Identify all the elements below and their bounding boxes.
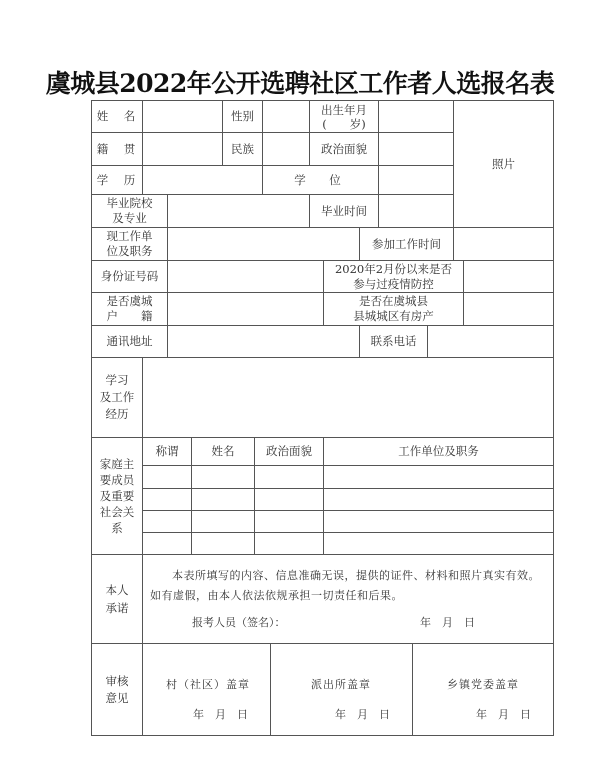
village-stamp-date: 年 月 日 <box>193 708 248 721</box>
pledge-date[interactable]: 年 月 日 <box>420 616 475 629</box>
family-col-relation: 称谓 <box>142 437 192 466</box>
phone-label: 联系电话 <box>359 325 428 358</box>
family-relation-cell[interactable] <box>142 488 192 511</box>
native-place-field[interactable] <box>142 132 223 166</box>
graduation-time-label: 毕业时间 <box>309 194 379 228</box>
education-field[interactable] <box>142 165 263 195</box>
phone-field[interactable] <box>427 325 554 358</box>
graduation-time-field[interactable] <box>378 194 454 228</box>
address-field[interactable] <box>167 325 360 358</box>
current-job-field[interactable] <box>167 227 360 261</box>
photo-label: 照片 <box>492 156 515 171</box>
family-name-cell[interactable] <box>191 532 255 555</box>
id-number-label: 身份证号码 <box>91 260 168 293</box>
pledge-text <box>150 566 550 606</box>
family-relation-cell[interactable] <box>142 510 192 533</box>
ethnicity-field[interactable] <box>262 132 310 166</box>
gender-field[interactable] <box>262 100 310 133</box>
name-label: 姓 名 <box>91 100 143 133</box>
experience-label: 学习 及工作 经历 <box>91 357 143 438</box>
birth-date-field[interactable] <box>378 100 454 133</box>
political-status-label: 政治面貌 <box>309 132 379 166</box>
work-start-field[interactable] <box>453 227 554 261</box>
family-political-cell[interactable] <box>254 488 324 511</box>
pledge-text-line2: 如有虚假，由本人依法依规承担一切责任和后果。 <box>150 589 403 602</box>
id-number-field[interactable] <box>167 260 324 293</box>
photo-area[interactable] <box>453 100 554 228</box>
family-relation-cell[interactable] <box>142 532 192 555</box>
political-status-field[interactable] <box>378 132 454 166</box>
gender-label: 性别 <box>222 100 263 133</box>
native-place-label: 籍 贯 <box>91 132 143 166</box>
school-major-label: 毕业院校 及专业 <box>91 194 168 228</box>
family-workplace-cell[interactable] <box>323 510 554 533</box>
family-label: 家庭主 要成员 及重要 社会关 系 <box>91 437 143 555</box>
family-name-cell[interactable] <box>191 510 255 533</box>
household-field[interactable] <box>167 292 324 326</box>
family-political-cell[interactable] <box>254 532 324 555</box>
family-name-cell[interactable] <box>191 488 255 511</box>
family-name-cell[interactable] <box>191 465 255 489</box>
education-label: 学 历 <box>91 165 143 195</box>
township-stamp-label: 乡镇党委盖章 <box>447 678 519 691</box>
household-label: 是否虞城 户 籍 <box>91 292 168 326</box>
ethnicity-label: 民族 <box>222 132 263 166</box>
address-label: 通讯地址 <box>91 325 168 358</box>
review-label: 审核 意见 <box>91 643 143 736</box>
school-major-field[interactable] <box>167 194 310 228</box>
birth-date-label: 出生年月 ( 岁) <box>309 100 379 133</box>
family-col-name: 姓名 <box>191 437 255 466</box>
family-workplace-cell[interactable] <box>323 488 554 511</box>
police-stamp-label: 派出所盖章 <box>311 678 371 691</box>
work-start-label: 参加工作时间 <box>359 227 454 261</box>
family-workplace-cell[interactable] <box>323 532 554 555</box>
current-job-label: 现工作单 位及职务 <box>91 227 168 261</box>
form-title: 虞城县2022年公开选聘社区工作者人选报名表 <box>45 69 555 98</box>
family-political-cell[interactable] <box>254 510 324 533</box>
epidemic-label: 2020年2月份以来是否 参与过疫情防控 <box>323 260 464 293</box>
family-col-workplace: 工作单位及职务 <box>323 437 554 466</box>
pledge-label: 本人 承诺 <box>91 554 143 644</box>
family-relation-cell[interactable] <box>142 465 192 489</box>
degree-field[interactable] <box>378 165 454 195</box>
family-workplace-cell[interactable] <box>323 465 554 489</box>
property-label: 是否在虞城县 县城城区有房产 <box>323 292 464 326</box>
degree-label: 学 位 <box>262 165 379 195</box>
family-col-political: 政治面貌 <box>254 437 324 466</box>
pledge-text-line1: 本表所填写的内容、信息准确无误，提供的证件、材料和照片真实有效。 <box>172 569 540 582</box>
experience-field[interactable] <box>142 357 554 438</box>
property-field[interactable] <box>463 292 554 326</box>
police-stamp-date: 年 月 日 <box>335 708 390 721</box>
signature-field[interactable] <box>290 614 410 630</box>
name-field[interactable] <box>142 100 223 133</box>
family-political-cell[interactable] <box>254 465 324 489</box>
township-stamp-date: 年 月 日 <box>476 708 531 721</box>
epidemic-field[interactable] <box>463 260 554 293</box>
signature-label: 报考人员（签名）： <box>192 616 286 629</box>
village-stamp-label: 村（社区）盖章 <box>166 678 250 691</box>
